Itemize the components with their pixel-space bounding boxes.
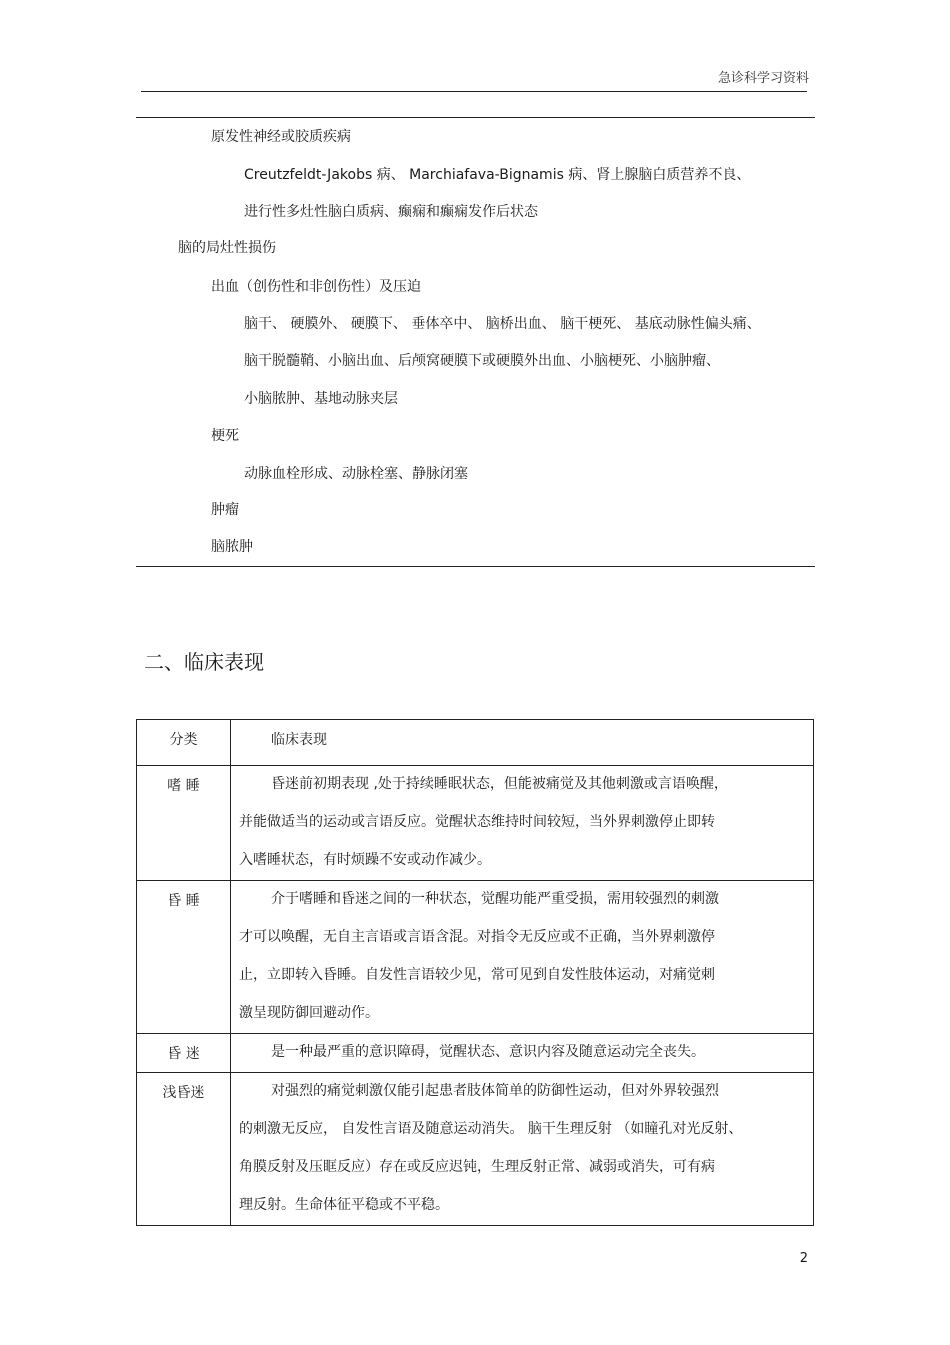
- header-divider: [141, 91, 807, 92]
- description-line: 激呈现防御回避动作。: [239, 1005, 379, 1021]
- infarct-heading: 梗死: [211, 428, 239, 444]
- row-category: 浅昏迷: [137, 1073, 231, 1226]
- description-line: 的刺激无反应， 自发性言语及随意运动消失。 脑干生理反射 （如瞳孔对光反射、: [239, 1121, 743, 1137]
- row-description: [231, 766, 814, 881]
- description-line: 并能做适当的运动或言语反应。觉醒状态维持时间较短，当外界刺激停止即转: [239, 814, 715, 830]
- table-row: [137, 1034, 814, 1073]
- description-line: 角膜反射及压眶反应）存在或反应迟钝，生理反射正常、减弱或消失，可有病: [239, 1159, 715, 1175]
- description-line: 是一种最严重的意识障碍，觉醒状态、意识内容及随意运动完全丧失。: [271, 1044, 705, 1060]
- infarct-list-line-1: 动脉血栓形成、动脉栓塞、静脉闭塞: [244, 466, 468, 482]
- section-title: 二、临床表现: [144, 650, 264, 674]
- description-line: 昏迷前初期表现 ,处于持续睡眠状态，但能被痛觉及其他刺激或言语唤醒，: [271, 776, 728, 792]
- hemorrhage-list-line-1: 脑干、 硬膜外、 硬膜下、 垂体卒中、 脑桥出血、 脑干梗死、 基底动脉性偏头痛、: [244, 316, 761, 332]
- table-row: [137, 766, 814, 881]
- description-line: 对强烈的痛觉刺激仅能引起患者肢体简单的防御性运动，但对外界较强烈: [271, 1083, 719, 1099]
- row-description: [231, 881, 814, 1034]
- row-category: 嗜 睡: [137, 766, 231, 881]
- description-line: 理反射。生命体征平稳或不平稳。: [239, 1197, 449, 1213]
- abscess-heading: 脑脓肿: [211, 539, 253, 555]
- description-line: 止，立即转入昏睡。自发性言语较少见，常可见到自发性肢体运动，对痛觉刺: [239, 967, 715, 983]
- row-category: 昏 睡: [137, 881, 231, 1034]
- causes-top-rule: [136, 117, 815, 118]
- primary-disease-list-line-1: Creutzfeldt-Jakobs 病、 Marchiafava-Bignamis 病、肾上腺脑白质营养不良、: [244, 167, 751, 183]
- row-description: [231, 1073, 814, 1226]
- table-header-category: 分类: [137, 720, 231, 766]
- row-category: 昏 迷: [137, 1034, 231, 1073]
- hemorrhage-heading: 出血（创伤性和非创伤性）及压迫: [211, 279, 421, 295]
- primary-disease-heading: 原发性神经或胶质疾病: [211, 129, 351, 145]
- page-number: 2: [799, 1251, 808, 1266]
- document-header-title: 急诊科学习资料: [717, 71, 809, 86]
- clinical-manifestation-table: [136, 719, 814, 1226]
- tumor-heading: 肿瘤: [211, 502, 239, 518]
- table-header-row: [137, 720, 814, 766]
- hemorrhage-list-line-3: 小脑脓肿、基地动脉夹层: [244, 391, 398, 407]
- description-line: 才可以唤醒，无自主言语或言语含混。对指令无反应或不正确，当外界刺激停: [239, 929, 715, 945]
- hemorrhage-list-line-2: 脑干脱髓鞘、小脑出血、后颅窝硬膜下或硬膜外出血、小脑梗死、小脑肿瘤、: [244, 353, 720, 369]
- description-line: 入嗜睡状态，有时烦躁不安或动作减少。: [239, 852, 491, 868]
- table-row: [137, 881, 814, 1034]
- primary-disease-list-line-2: 进行性多灶性脑白质病、癫痫和癫痫发作后状态: [244, 204, 538, 220]
- table-header-description: 临床表现: [231, 720, 814, 766]
- row-description: [231, 1034, 814, 1073]
- description-line: 介于嗜睡和昏迷之间的一种状态，觉醒功能严重受损，需用较强烈的刺激: [271, 891, 719, 907]
- focal-injury-heading: 脑的局灶性损伤: [178, 240, 276, 256]
- causes-bottom-rule: [136, 566, 815, 567]
- table-row: [137, 1073, 814, 1226]
